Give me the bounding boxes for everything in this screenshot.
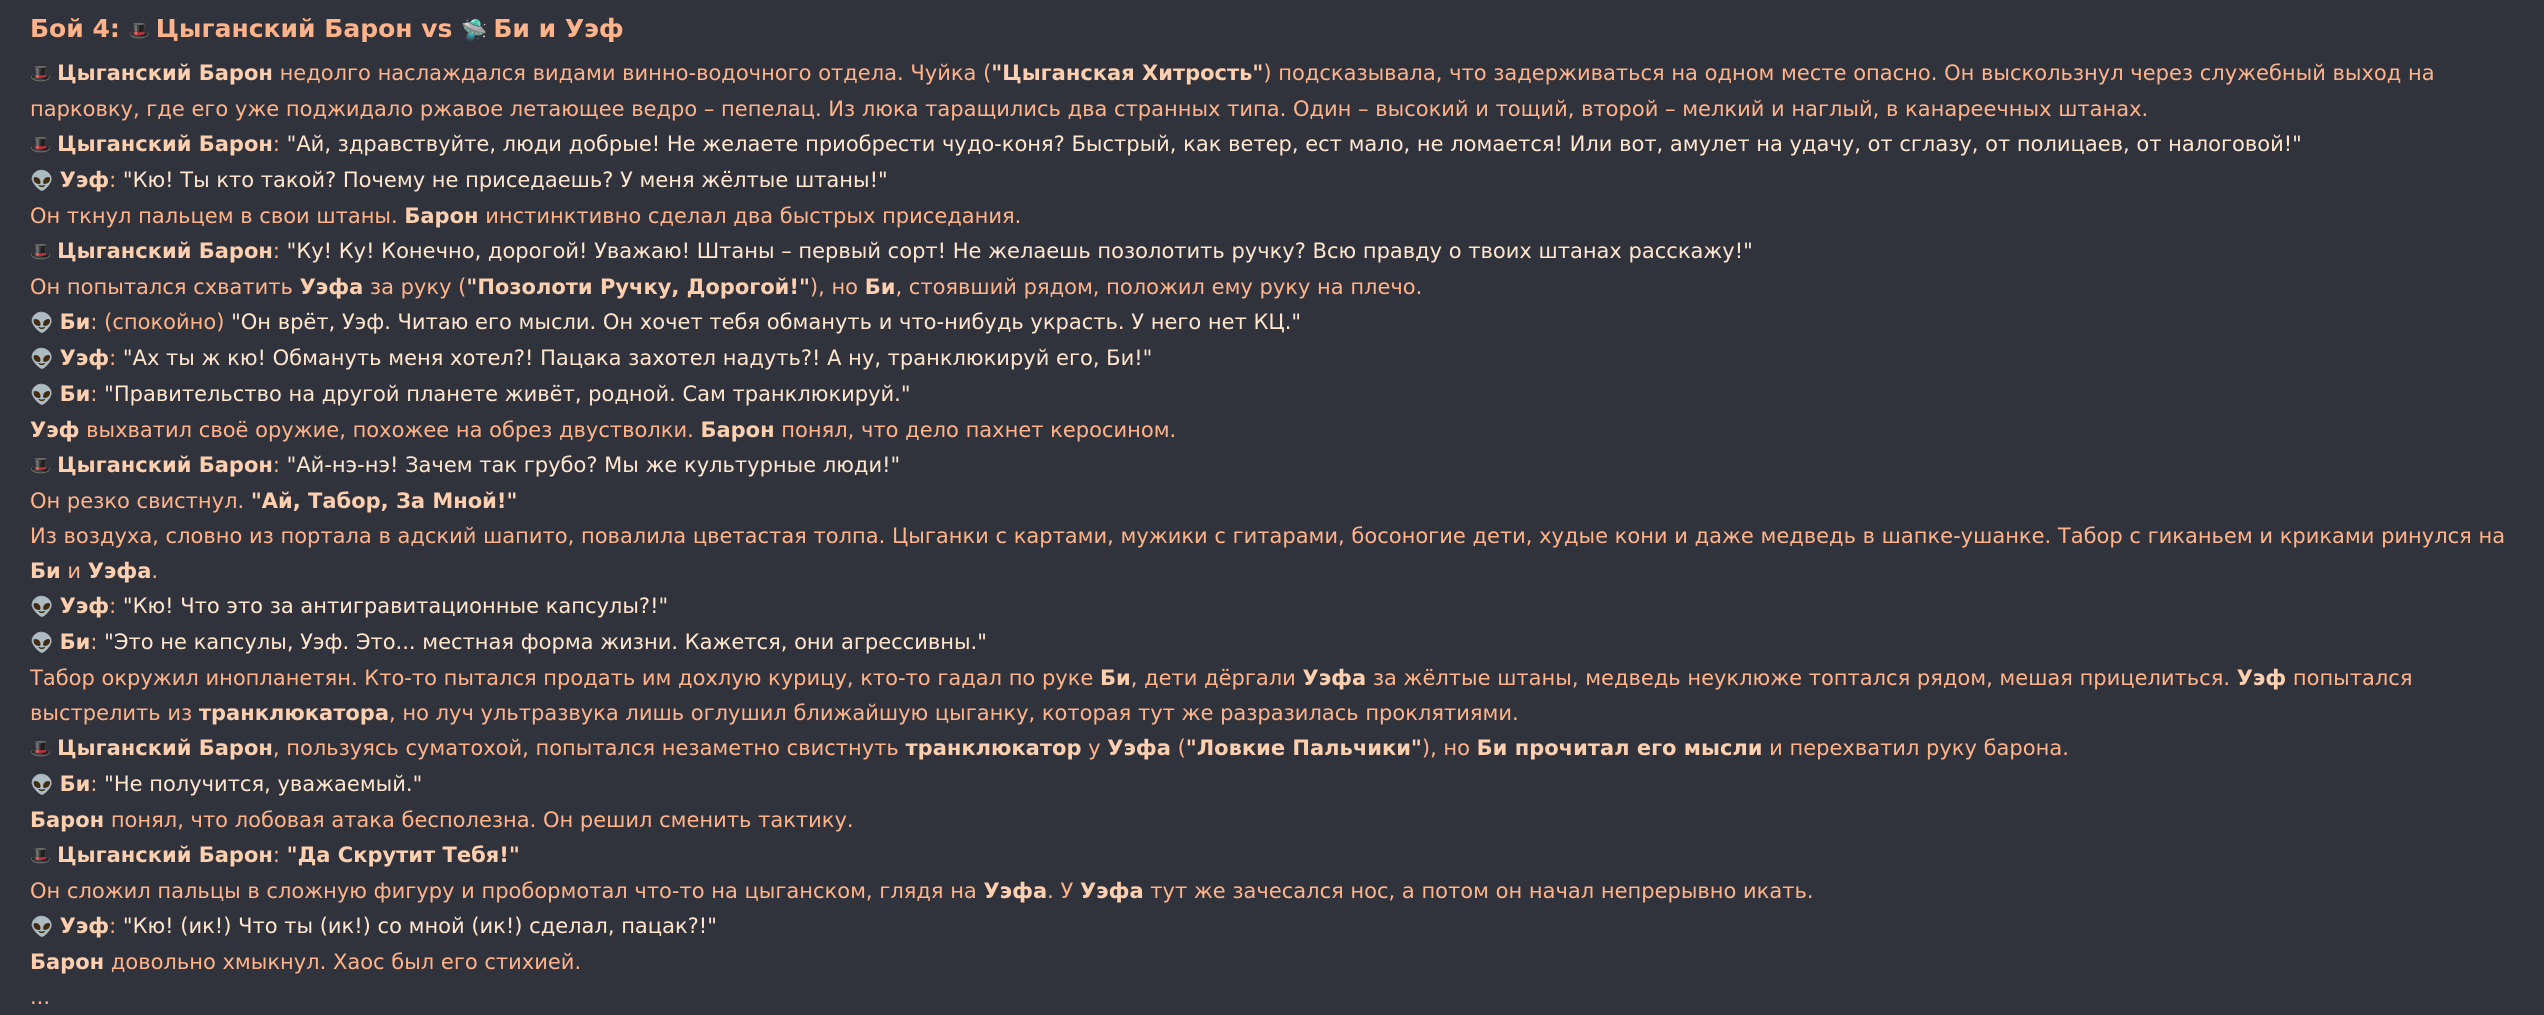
dialogue-line	[30, 625, 2520, 661]
bold-text: Уэфа	[1302, 666, 1367, 690]
text: :	[272, 843, 287, 867]
bold-text: Уэфа	[983, 879, 1048, 903]
dialogue-line	[30, 127, 2520, 163]
bold-text: Барон	[30, 950, 105, 974]
quote-text: "Ай, здравствуйте, люди добрые! Не желаете приобрести чудо-коня? Быстрый, как ветер, ест мало, не ломается! Или вот, амулет на удачу, от сглазу, от полицаев, от налоговой!"	[286, 132, 2302, 156]
bold-text: транклюкатор	[905, 736, 1082, 760]
text: за руку (	[363, 275, 467, 299]
narration-line	[30, 199, 2520, 234]
text: Из воздуха, словно из портала в адский шапито, повалила цветастая толпа. Цыганки с картами, мужики с гитарами, босоногие дети, худые кони и даже медведь в шапке-ушанке. Табор с гиканьем и криками ринулся на	[30, 524, 2506, 548]
text: , но луч ультразвука лишь оглушил ближайшую цыганку, которая тут же разразилась проклятиями.	[389, 701, 1519, 725]
battle-title-prefix: Бой 4:	[30, 14, 120, 43]
bold-text: Би	[59, 630, 91, 654]
dialogue-line	[30, 448, 2520, 484]
quote-text: "Ай-нэ-нэ! Зачем так грубо? Мы же культурные люди!"	[286, 453, 901, 477]
text: :	[90, 630, 105, 654]
text: недолго наслаждался видами винно-водочного отдела. Чуйка (	[272, 61, 992, 85]
dialogue-line	[30, 163, 2520, 199]
bold-text: Уэф	[59, 914, 110, 938]
quote-text: "Правительство на другой планете живёт, родной. Сам транклюкируй."	[104, 382, 911, 406]
dialogue-line	[30, 377, 2520, 413]
bold-text: Уэфа	[1079, 879, 1144, 903]
text: за жёлтые штаны, медведь неуклюже топтался рядом, мешая прицелиться.	[1366, 666, 2237, 690]
narration-line	[30, 803, 2520, 838]
alien-icon: 👽	[30, 384, 54, 406]
narration-line	[30, 270, 2520, 305]
text: , дети дёргали	[1130, 666, 1303, 690]
bold-text: Цыганский Барон	[57, 736, 273, 760]
bold-text: "Ловкие Пальчики"	[1185, 736, 1422, 760]
bold-text: Уэфа	[1107, 736, 1171, 760]
bold-text: Барон	[30, 808, 105, 832]
alien-icon: 👽	[30, 312, 54, 334]
dialogue-line	[30, 909, 2520, 945]
bold-text: Би	[30, 559, 61, 583]
text: ), но	[1421, 736, 1477, 760]
text: понял, что дело пахнет керосином.	[774, 418, 1177, 442]
text: . У	[1047, 879, 1080, 903]
text: и перехватил руку барона.	[1762, 736, 2069, 760]
text: :	[109, 594, 123, 618]
narration-line	[30, 874, 2520, 909]
bold-text: Барон	[404, 204, 479, 228]
quote-text: "Кю! Ты кто такой? Почему не приседаешь? У меня жёлтые штаны!"	[122, 168, 888, 192]
text: инстинктивно сделал два быстрых приседания.	[478, 204, 1022, 228]
top-hat-icon: 🎩	[30, 242, 52, 262]
narration-line	[30, 731, 2520, 767]
bold-text: Би	[1100, 666, 1131, 690]
bold-text: Би	[864, 275, 896, 299]
dialogue-line	[30, 341, 2520, 377]
bold-text: Уэфа	[87, 559, 152, 583]
quote-text: "Он врёт, Уэф. Читаю его мысли. Он хочет тебя обмануть и что-нибудь украсть. У него нет КЦ."	[231, 310, 1302, 334]
quote-text: "Кю! Что это за антигравитационные капсулы?!"	[122, 594, 669, 618]
text: :	[272, 132, 287, 156]
narration-line	[30, 413, 2520, 448]
text: Табор окружил инопланетян. Кто-то пытался продать им дохлую курицу, кто-то гадал по руке	[30, 666, 1100, 690]
bold-text: Би прочитал его мысли	[1476, 736, 1763, 760]
flying-saucer-icon: 🛸	[461, 18, 488, 42]
text: : (спокойно)	[90, 310, 232, 334]
alien-icon: 👽	[30, 596, 54, 618]
quote-text: "Это не капсулы, Уэф. Это... местная форма жизни. Кажется, они агрессивны."	[104, 630, 987, 654]
text: , пользуясь суматохой, попытался незаметно свистнуть	[272, 736, 906, 760]
text: ), но	[809, 275, 865, 299]
text: выхватил своё оружие, похожее на обрез двустволки.	[79, 418, 701, 442]
bold-text: Цыганский Барон	[57, 239, 273, 263]
text: и	[60, 559, 88, 583]
battle-title-left: Цыганский Барон	[155, 14, 413, 43]
bold-text: "Да Скрутит Тебя!"	[286, 843, 520, 867]
narration-line	[30, 661, 2520, 731]
text: довольно хмыкнул. Хаос был его стихией.	[104, 950, 582, 974]
bold-text: Би	[59, 772, 91, 796]
bold-text: Барон	[700, 418, 775, 442]
dialogue-line	[30, 234, 2520, 270]
top-hat-icon: 🎩	[30, 64, 52, 84]
bold-text: Уэф	[59, 168, 110, 192]
quote-text: "Ах ты ж кю! Обмануть меня хотел?! Пацака захотел надуть?! А ну, транклюкируй его, Би!"	[122, 346, 1153, 370]
narration-line	[30, 484, 2520, 519]
text: (	[1170, 736, 1186, 760]
bold-text: транклюкатора	[198, 701, 390, 725]
top-hat-icon: 🎩	[30, 456, 52, 476]
text: :	[90, 772, 105, 796]
text: Он ткнул пальцем в свои штаны.	[30, 204, 405, 228]
alien-icon: 👽	[30, 170, 54, 192]
bold-text: Уэф	[59, 594, 110, 618]
bold-text: Цыганский Барон	[57, 843, 273, 867]
dialogue-line	[30, 305, 2520, 341]
alien-icon: 👽	[30, 774, 54, 796]
quote-text: "Кю! (ик!) Что ты (ик!) со мной (ик!) сделал, пацак?!"	[122, 914, 717, 938]
dialogue-line	[30, 767, 2520, 803]
bold-text: "Позолоти Ручку, Дорогой!"	[466, 275, 810, 299]
quote-text: "Не получится, уважаемый."	[104, 772, 423, 796]
top-hat-icon: 🎩	[30, 739, 52, 759]
story-text	[30, 56, 2520, 1015]
battle-title-right: Би и Уэф	[493, 14, 624, 43]
bold-text: Би	[59, 382, 91, 406]
narration-line	[30, 945, 2520, 980]
text: Он попытался схватить	[30, 275, 300, 299]
battle-title	[30, 8, 2520, 52]
text: Он резко свистнул.	[30, 489, 251, 513]
narration-line	[30, 56, 2520, 127]
text: понял, что лобовая атака бесполезна. Он решил сменить тактику.	[104, 808, 854, 832]
bold-text: Цыганский Барон	[57, 132, 273, 156]
quote-text: "Ку! Ку! Конечно, дорогой! Уважаю! Штаны – первый сорт! Не желаешь позолотить ручку? Всю правду о твоих штанах расскажу!"	[286, 239, 1753, 263]
bold-text: Цыганский Барон	[57, 453, 273, 477]
battle-title-vs: vs	[421, 14, 453, 43]
chat-message-body	[30, 8, 2520, 1009]
narration-line	[30, 980, 2520, 1015]
bold-text: Уэф	[30, 418, 80, 442]
text: тут же зачесался нос, а потом он начал непрерывно икать.	[1143, 879, 1814, 903]
top-hat-icon: 🎩	[128, 21, 150, 41]
text: ) подсказывала, что задерживаться на одном месте опасно. Он выскользнул через служебный выход на парковку, где его уже поджидало ржавое летающее ведро – пепелац. Из люка таращились два странных типа. Один – высокий и тощий, второй – мелкий и наглый, в канареечных штанах.	[30, 61, 2435, 121]
alien-icon: 👽	[30, 916, 54, 938]
narration-line	[30, 519, 2520, 589]
text: .	[151, 559, 159, 583]
text: Он сложил пальцы в сложную фигуру и пробормотал что-то на цыганском, глядя на	[30, 879, 984, 903]
alien-icon: 👽	[30, 348, 54, 370]
bold-text: Уэф	[59, 346, 110, 370]
bold-text: Уэфа	[299, 275, 364, 299]
text: :	[272, 453, 287, 477]
bold-text: Цыганский Барон	[57, 61, 273, 85]
top-hat-icon: 🎩	[30, 135, 52, 155]
text: , стоявший рядом, положил ему руку на плечо.	[895, 275, 1423, 299]
bold-text: "Ай, Табор, За Мной!"	[250, 489, 518, 513]
text: :	[109, 346, 123, 370]
text: :	[90, 382, 105, 406]
top-hat-icon: 🎩	[30, 846, 52, 866]
dialogue-line	[30, 589, 2520, 625]
alien-icon: 👽	[30, 632, 54, 654]
text: у	[1081, 736, 1108, 760]
text: попытался выстрелить из	[30, 666, 2413, 725]
text: :	[109, 168, 123, 192]
text: :	[109, 914, 123, 938]
bold-text: Би	[59, 310, 91, 334]
bold-text: Уэф	[2236, 666, 2287, 690]
dialogue-line	[30, 838, 2520, 874]
bold-text: "Цыганская Хитрость"	[991, 61, 1264, 85]
text: :	[272, 239, 287, 263]
text: ...	[30, 985, 51, 1009]
